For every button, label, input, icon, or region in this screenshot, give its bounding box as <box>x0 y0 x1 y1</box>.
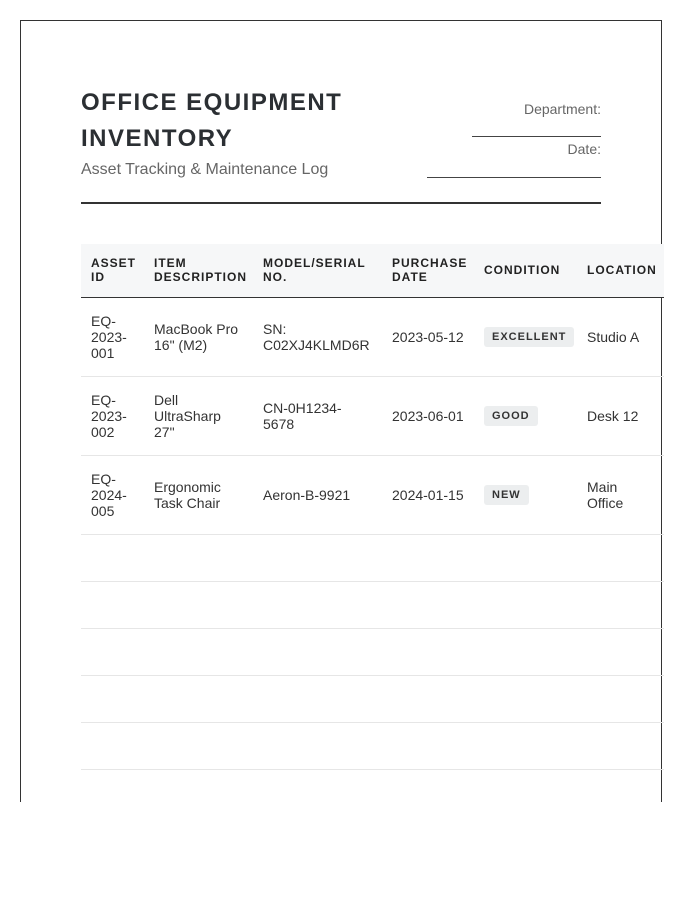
cell-location: Studio A <box>577 297 664 376</box>
empty-cell[interactable] <box>144 628 253 675</box>
inventory-table <box>81 244 664 770</box>
subtitle: Asset Tracking & Maintenance Log <box>81 161 329 178</box>
empty-row[interactable] <box>81 675 664 722</box>
empty-cell[interactable] <box>253 675 382 722</box>
condition-badge: GOOD <box>484 406 538 426</box>
column-header: ASSET ID <box>81 244 144 297</box>
empty-cell[interactable] <box>577 722 664 769</box>
empty-cell[interactable] <box>577 534 664 581</box>
empty-cell[interactable] <box>253 581 382 628</box>
column-header: ITEM DESCRIPTION <box>144 244 253 297</box>
empty-cell[interactable] <box>382 675 474 722</box>
column-header: PURCHASE DATE <box>382 244 474 297</box>
cell-purchase-date: 2023-06-01 <box>382 376 474 455</box>
empty-cell[interactable] <box>382 581 474 628</box>
cell-asset-id: EQ-2023-001 <box>81 297 144 376</box>
condition-badge: EXCELLENT <box>484 327 574 347</box>
empty-row[interactable] <box>81 534 664 581</box>
cell-location: Desk 12 <box>577 376 664 455</box>
empty-cell[interactable] <box>81 534 144 581</box>
empty-cell[interactable] <box>474 628 577 675</box>
empty-row[interactable] <box>81 628 664 675</box>
empty-cell[interactable] <box>81 722 144 769</box>
empty-row[interactable] <box>81 722 664 769</box>
empty-cell[interactable] <box>81 581 144 628</box>
cell-item: MacBook Pro 16" (M2) <box>144 297 253 376</box>
cell-model: CN-0H1234-5678 <box>253 376 382 455</box>
empty-cell[interactable] <box>144 722 253 769</box>
document-page <box>20 20 662 802</box>
cell-asset-id: EQ-2023-002 <box>81 376 144 455</box>
empty-cell[interactable] <box>253 628 382 675</box>
department-label: Department: <box>523 101 601 117</box>
cell-purchase-date: 2023-05-12 <box>382 297 474 376</box>
cell-condition <box>474 376 577 455</box>
empty-cell[interactable] <box>577 581 664 628</box>
cell-item: Ergonomic Task Chair <box>144 455 253 534</box>
empty-cell[interactable] <box>474 581 577 628</box>
empty-cell[interactable] <box>253 534 382 581</box>
condition-badge: NEW <box>484 485 529 505</box>
date-field[interactable] <box>427 157 601 178</box>
empty-cell[interactable] <box>144 675 253 722</box>
cell-model: SN: C02XJ4KLMD6R <box>253 297 382 376</box>
column-header: CONDITION <box>474 244 577 297</box>
empty-cell[interactable] <box>253 722 382 769</box>
department-field[interactable] <box>472 117 601 137</box>
empty-cell[interactable] <box>474 534 577 581</box>
empty-cell[interactable] <box>144 581 253 628</box>
cell-asset-id: EQ-2024-005 <box>81 455 144 534</box>
empty-cell[interactable] <box>81 628 144 675</box>
empty-cell[interactable] <box>382 534 474 581</box>
cell-item: Dell UltraSharp 27" <box>144 376 253 455</box>
column-header: MODEL/SERIAL NO. <box>253 244 382 297</box>
cell-location: Main Office <box>577 455 664 534</box>
table-row <box>81 455 664 534</box>
empty-cell[interactable] <box>577 675 664 722</box>
header-divider <box>81 202 601 204</box>
cell-condition <box>474 297 577 376</box>
cell-condition <box>474 455 577 534</box>
title-line-1: OFFICE EQUIPMENT <box>81 89 343 116</box>
page-title <box>81 85 342 157</box>
empty-cell[interactable] <box>382 628 474 675</box>
empty-cell[interactable] <box>81 675 144 722</box>
empty-cell[interactable] <box>474 675 577 722</box>
column-header: LOCATION <box>577 244 664 297</box>
table-header-row <box>81 244 664 297</box>
empty-cell[interactable] <box>382 722 474 769</box>
title-line-2: INVENTORY <box>81 125 234 152</box>
table-row <box>81 297 664 376</box>
empty-cell[interactable] <box>577 628 664 675</box>
cell-purchase-date: 2024-01-15 <box>382 455 474 534</box>
table-row <box>81 376 664 455</box>
meta-fields <box>427 101 601 178</box>
empty-cell[interactable] <box>144 534 253 581</box>
empty-row[interactable] <box>81 581 664 628</box>
cell-model: Aeron-B-9921 <box>253 455 382 534</box>
empty-cell[interactable] <box>474 722 577 769</box>
date-label: Date: <box>567 141 601 157</box>
